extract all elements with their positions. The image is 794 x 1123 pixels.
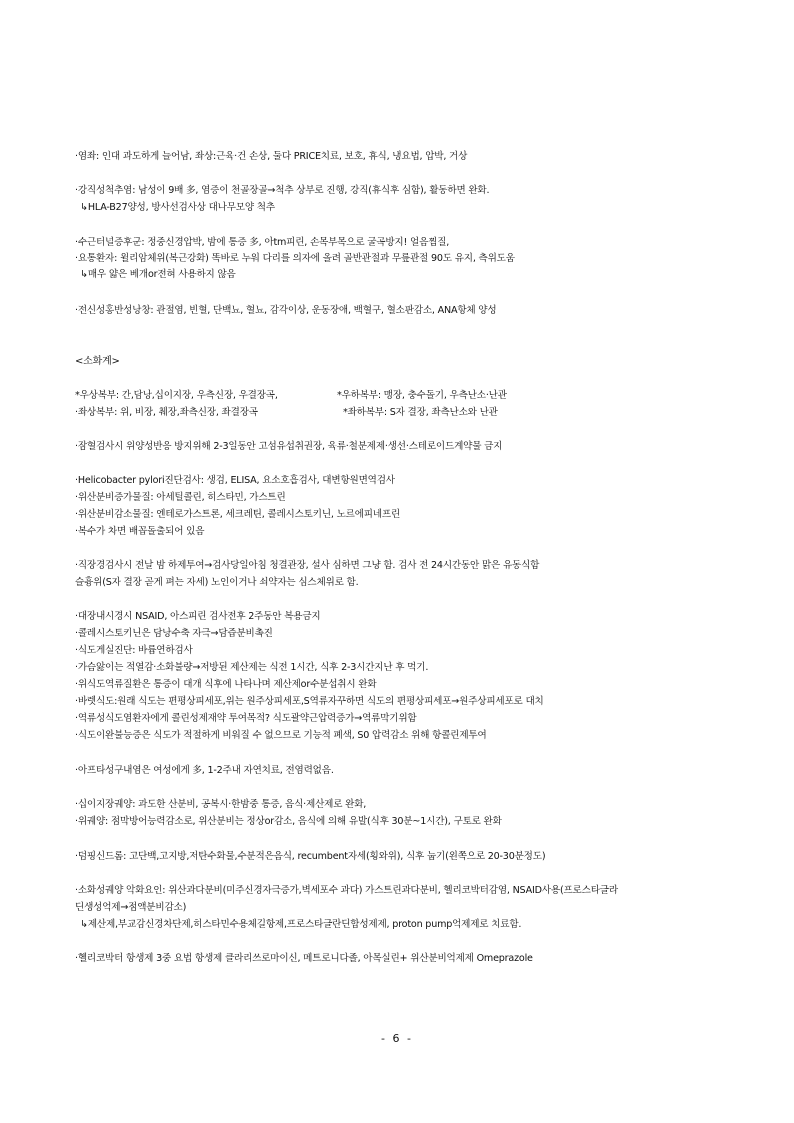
text-line: ·위산분비감소물질: 엔테로가스트론, 세크레틴, 콜레시스토키닌, 노르에피네프린 <box>75 509 401 520</box>
text-line: ·위식도역류질환은 통증이 대개 식후에 나타나며 제산제or수분섭취시 완화 <box>75 679 377 690</box>
text-line: ↳제산제,부교감신경차단제,히스타민수용체길항제,프로스타글란딘합성제제, proton pump억제제로 치료함. <box>80 919 522 930</box>
text-line: ·요통환자: 윌리암체위(복근강화) 똑바로 누워 다리를 의자에 올려 골반관절과 무릎관절 90도 유지, 측위도움 <box>75 253 515 264</box>
page-number: - 6 - <box>381 1032 413 1045</box>
text-line: ·수근터널증후군: 정중신경압박, 밤에 통증 多, 아tm피린, 손목부목으로 굴곡방지! 얼음찜질, <box>75 237 450 248</box>
section-heading: <소화계> <box>75 356 120 367</box>
text-segment: *좌하복부: S자 결장, 좌측난소와 난관 <box>343 407 498 418</box>
text-line: ·전신성홍반성낭창: 관절염, 빈혈, 단백뇨, 혈뇨, 감각이상, 운동장애, 백혈구, 혈소판감소, ANA항체 양성 <box>75 305 497 316</box>
text-line: ·강직성척추염: 남성이 9배 多, 염증이 천골장골→척추 상부로 진행, 강직(휴식후 심함), 활동하면 완화. <box>75 185 490 196</box>
text-line: ·직장경검사시 전날 밤 하제투여→검사당일아침 청결관장, 설사 심하면 그냥 함. 검사 전 24시간동안 맑은 유동식함 <box>75 560 540 571</box>
text-line: ·식도게실진단: 바륨연하검사 <box>75 645 193 656</box>
text-line <box>75 389 735 402</box>
text-segment: *우상복부: 간,담낭,십이지장, 우측신장, 우결장곡, <box>75 390 278 401</box>
text-line: ·식도이완불능증은 식도가 적절하게 비워질 수 없으므로 기능적 폐색, S0 압력감소 위해 항콜린제투여 <box>75 730 487 741</box>
text-line: ↳HLA-B27양성, 방사선검사상 대나무모양 척추 <box>80 202 275 213</box>
text-line: ·콜레시스토키닌은 담낭수축 자극→담즙분비촉진 <box>75 628 273 639</box>
text-line: ·바렛식도:원래 식도는 편평상피세포,위는 원주상피세포,S역류자꾸하면 식도의 편평상피세포→원주상피세포로 대치 <box>75 696 544 707</box>
text-segment: *우하복부: 맹장, 충수돌기, 우측난소·난관 <box>337 390 507 401</box>
text-line: ·소화성궤양 악화요인: 위산과다분비(미주신경자극증가,벽세포수 과다) 가스트린과다분비, 헬리코박터감염, NSAID사용(프로스타글라 <box>75 885 618 896</box>
text-line: ·헬리코박터 항생제 3중 요법 항생제 클라리쓰로마이신, 메트로니다졸, 아목실린+ 위산분비억제제 Omeprazole <box>75 953 533 964</box>
text-line: ·십이지장궤양: 과도한 산분비, 공복시·한밤중 통증, 음식·제산제로 완화, <box>75 799 367 810</box>
text-line: ·잠혈검사시 위양성반응 방지위해 2-3일동안 고섬유섭취권장, 육류·철분제제·생선·스테로이드계약물 금지 <box>75 441 503 452</box>
text-line: ·대장내시경시 NSAID, 아스피린 검사전후 2주동안 복용금지 <box>75 611 321 622</box>
text-line: 슬흉위(S자 결장 곧게 펴는 자세) 노인이거나 쇠약자는 심스체위로 함. <box>75 577 359 588</box>
text-segment: ·좌상복부: 위, 비장, 췌장,좌측신장, 좌결장곡 <box>75 407 258 418</box>
text-line: ·아프타성구내염은 여성에게 多, 1-2주내 자연치료, 전염력없음. <box>75 765 334 776</box>
text-line: ·복수가 차면 배꼽돌출되어 있음 <box>75 526 205 537</box>
text-line: ·Helicobacter pylori진단검사: 생검, ELISA, 요소호흡검사, 대변항원면역검사 <box>75 475 395 486</box>
text-line: 딘생성억제→점액분비감소) <box>75 902 187 913</box>
text-line: ·염좌: 인대 과도하게 늘어남, 좌상:근육·건 손상, 둘다 PRICE치료, 보호, 휴식, 냉요법, 압박, 거상 <box>75 151 468 162</box>
text-line: ·위궤양: 점막방어능력감소로, 위산분비는 정상or감소, 음식에 의해 유발(식후 30분~1시간), 구토로 완화 <box>75 816 502 827</box>
text-line: ·위산분비증가물질: 아세틸콜린, 히스타민, 가스트린 <box>75 492 286 503</box>
text-line <box>75 406 735 419</box>
text-line: ↳매우 얇은 베개or전혀 사용하지 않음 <box>80 269 236 280</box>
text-line: ·덤핑신드롬: 고단백,고지방,저탄수화물,수분적은음식, recumbent자세(횡와위), 식후 눕기(왼쪽으로 20-30분정도) <box>75 851 546 862</box>
text-line: ·가슴앓이는 적열감·소화불량→저방된 제산제는 식전 1시간, 식후 2-3시간지난 후 먹기. <box>75 662 429 673</box>
text-line: ·역류성식도염환자에게 콜린성제재약 투여목적? 식도괄약근압력증가→역류막기위함 <box>75 713 417 724</box>
